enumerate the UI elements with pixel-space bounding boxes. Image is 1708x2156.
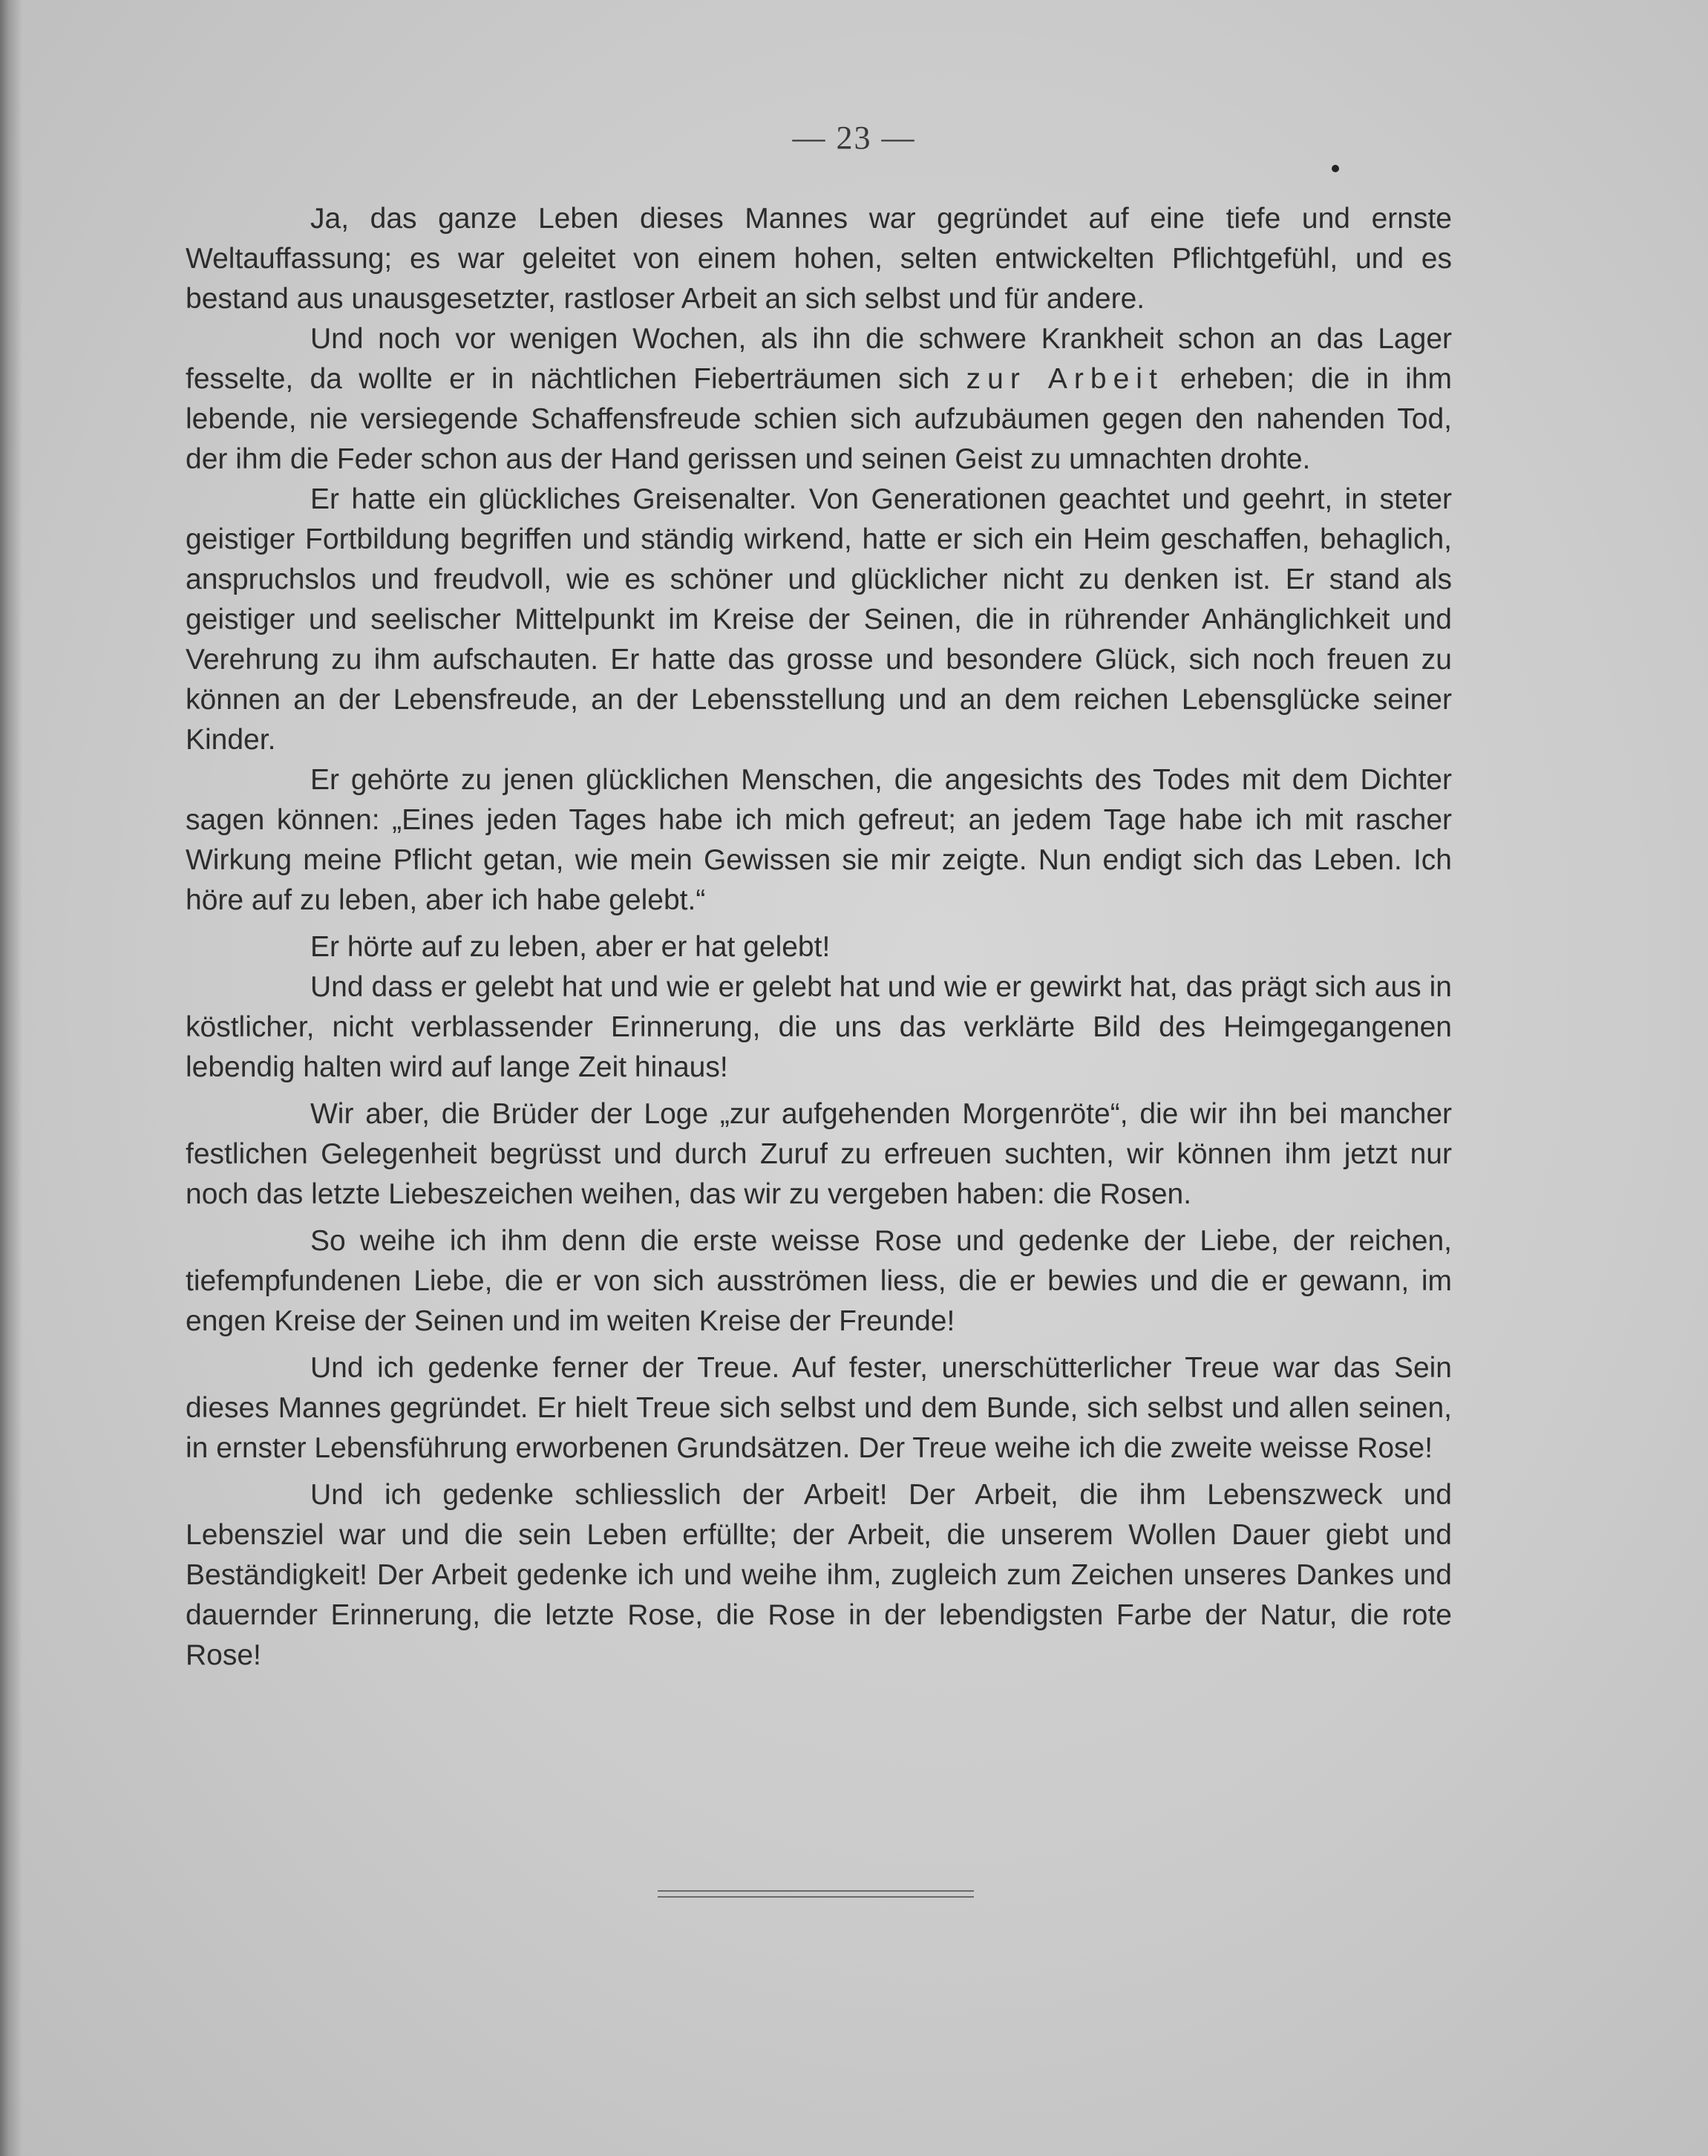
paragraph-8: So weihe ich ihm denn die erste weisse Rose und gedenke der Liebe, der reichen, tiefempfundenen Liebe, die er von sich ausströmen liess, die er bewies und die er gewann, im engen Kreise der Seinen und im weiten Kreise der Freunde! <box>186 1225 1452 1337</box>
ink-speck <box>1332 165 1339 172</box>
paragraph-2-part-1: Und noch vor wenigen Wochen, als ihn die schwere Krankheit schon an das Lager fesselte, da wollte er in nächtlichen Fieberträumen sich <box>186 323 1452 395</box>
emphasis-spaced-text: zur Arbeit <box>966 363 1164 395</box>
paragraph-9: Und ich gedenke ferner der Treue. Auf fester, unerschütterlicher Treue war das Sein dieses Mannes gegründet. Er hielt Treue sich selbst und dem Bunde, sich selbst und allen seinen, in ernster Lebensführung erworbenen Grundsätzen. Der Treue weihe ich die zweite weisse Rose! <box>186 1352 1452 1464</box>
paragraph-7: Wir aber, die Brüder der Loge „zur aufgehenden Morgenröte“, die wir ihn bei mancher festlichen Gelegenheit begrüsst und durch Zuruf zu erfreuen suchten, wir können ihm jetzt nur noch das letzte Liebeszeichen weihen, das wir zu vergeben haben: die Rosen. <box>186 1098 1452 1210</box>
paragraph-2-part-2: erheben; die in ihm lebende, nie versiegende Schaffensfreude schien sich aufzubäumen gegen den nahenden Tod, der ihm die Feder schon aus der Hand gerissen und seinen Geist zu umnachten drohte. <box>186 363 1452 475</box>
closing-double-rule <box>658 1890 974 1898</box>
binding-shadow <box>0 0 22 2156</box>
page-number: — 23 — <box>792 120 916 156</box>
paragraph-1: Ja, das ganze Leben dieses Mannes war gegründet auf eine tiefe und ernste Weltauffassung; es war geleitet von einem hohen, selten entwickelten Pflichtgefühl, und es bestand aus unausgesetzter, rastloser Arbeit an sich selbst und für andere. <box>186 203 1452 315</box>
paragraph-6: Und dass er gelebt hat und wie er gelebt hat und wie er gewirkt hat, das prägt sich aus in köstlicher, nicht verblassender Erinnerung, die uns das verklärte Bild des Heimgegangenen lebendig halten wird auf lange Zeit hinaus! <box>186 971 1452 1083</box>
body-text <box>186 199 1452 1676</box>
paragraph-4: Er gehörte zu jenen glücklichen Menschen, die angesichts des Todes mit dem Dichter sagen können: „Eines jeden Tages habe ich mich gefreut; an jedem Tage habe ich mit rascher Wirkung meine Pflicht getan, wie mein Gewissen sie mir zeigte. Nun endigt sich das Leben. Ich höre auf zu leben, aber ich habe gelebt.“ <box>186 764 1452 916</box>
paragraph-2 <box>186 319 1452 480</box>
paragraph-10: Und ich gedenke schliesslich der Arbeit! Der Arbeit, die ihm Lebenszweck und Lebensziel war und die sein Leben erfüllte; der Arbeit, die unserem Wollen Dauer giebt und Beständigkeit! Der Arbeit gedenke ich und weihe ihm, zugleich zum Zeichen unseres Dankes und dauernder Erinnerung, die letzte Rose, die Rose in der lebendigsten Farbe der Natur, die rote Rose! <box>186 1479 1452 1671</box>
paragraph-3: Er hatte ein glückliches Greisenalter. Von Generationen geachtet und geehrt, in steter geistiger Fortbildung begriffen und ständig wirkend, hatte er sich ein Heim geschaffen, behaglich, anspruchslos und freudvoll, wie es schöner und glücklicher nicht zu denken ist. Er stand als geistiger und seelischer Mittelpunkt im Kreise der Seinen, die in rührender Anhänglichkeit und Verehrung zu ihm aufschauten. Er hatte das grosse und besondere Glück, sich noch freuen zu können an der Lebensfreude, an der Lebensstellung und an dem reichen Lebensglücke seiner Kinder. <box>186 483 1452 756</box>
paragraph-5: Er hörte auf zu leben, aber er hat gelebt! <box>310 931 831 963</box>
